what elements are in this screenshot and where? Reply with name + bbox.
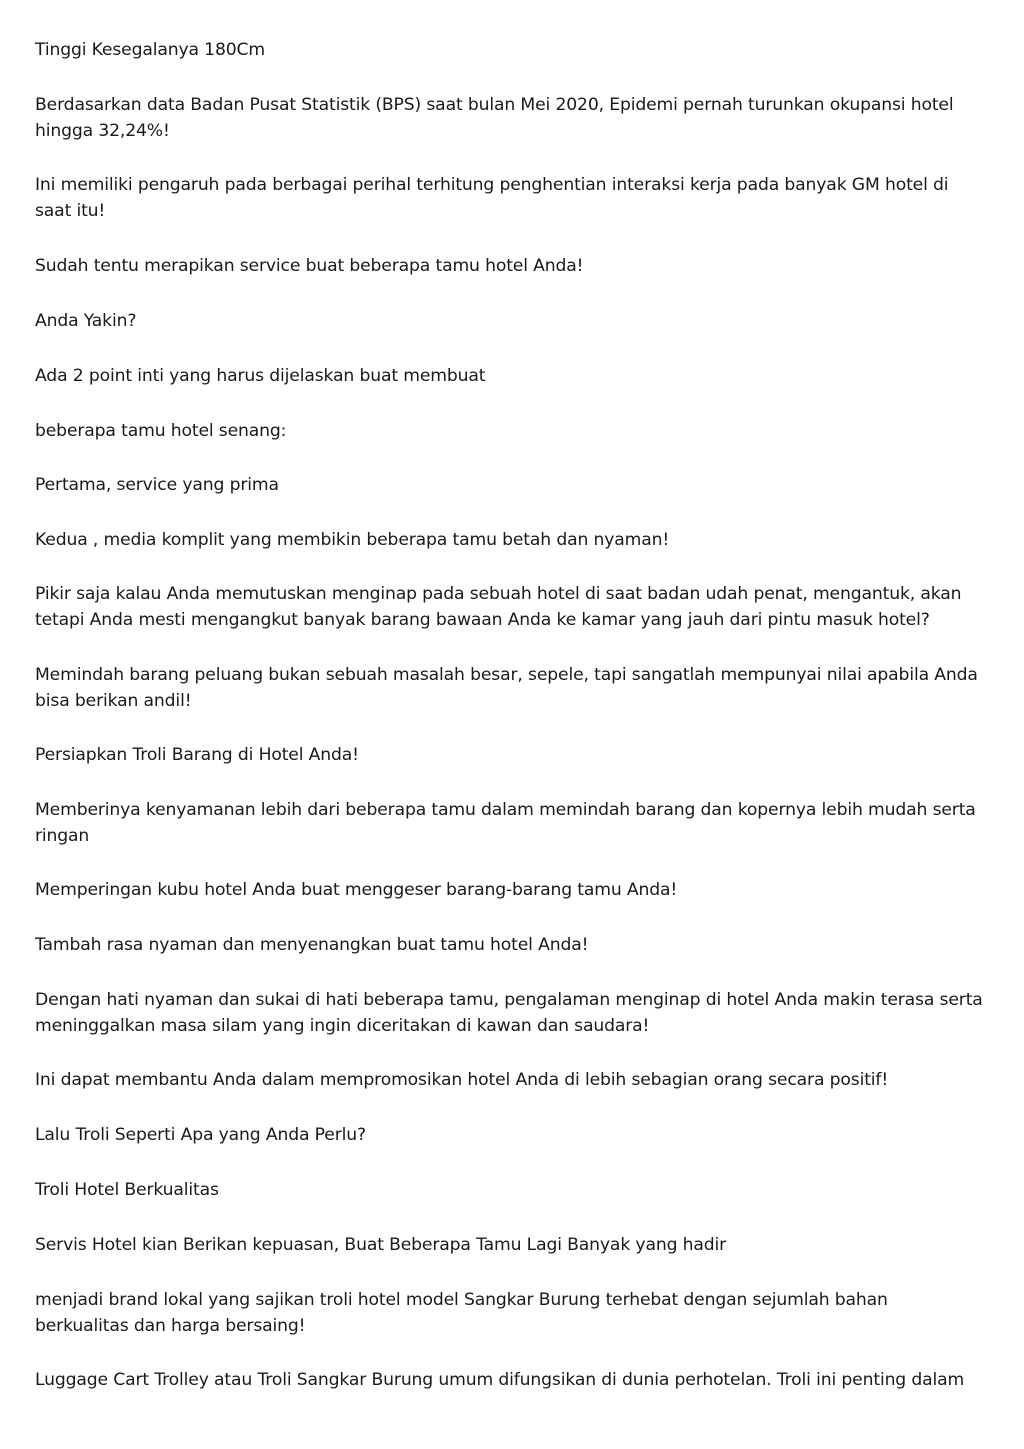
paragraph: Berdasarkan data Badan Pusat Statistik (BPS) saat bulan Mei 2020, Epidemi pernah turunkan okupansi hotel hingga 32,24%!	[35, 95, 954, 141]
paragraph: Luggage Cart Trolley atau Troli Sangkar Burung umum difungsikan di dunia perhotelan. Troli ini penting dalam	[35, 1370, 965, 1390]
paragraph: Memperingan kubu hotel Anda buat menggeser barang-barang tamu Anda!	[35, 880, 678, 900]
paragraph: Troli Hotel Berkualitas	[35, 1180, 219, 1200]
paragraph: Tinggi Kesegalanya 180Cm	[35, 40, 265, 60]
paragraph: menjadi brand lokal yang sajikan troli hotel model Sangkar Burung terhebat dengan sejumlah bahan berkualitas dan harga bersaing!	[35, 1290, 888, 1336]
paragraph: Sudah tentu merapikan service buat beberapa tamu hotel Anda!	[35, 256, 584, 276]
paragraph: Persiapkan Troli Barang di Hotel Anda!	[35, 745, 359, 765]
paragraph: Lalu Troli Seperti Apa yang Anda Perlu?	[35, 1125, 366, 1145]
paragraph: Ini memiliki pengaruh pada berbagai perihal terhitung penghentian interaksi kerja pada banyak GM hotel di saat itu!	[35, 175, 949, 221]
paragraph: Pertama, service yang prima	[35, 475, 279, 495]
paragraph: Pikir saja kalau Anda memutuskan menginap pada sebuah hotel di saat badan udah penat, mengantuk, akan tetapi Anda mesti mengangkut banyak barang bawaan Anda ke kamar yang jauh dari pintu masuk hotel?	[35, 584, 962, 630]
paragraph: Memindah barang peluang bukan sebuah masalah besar, sepele, tapi sangatlah mempunyai nilai apabila Anda bisa berikan andil!	[35, 665, 978, 711]
paragraph: Ada 2 point inti yang harus dijelaskan buat membuat	[35, 366, 486, 386]
paragraph: beberapa tamu hotel senang:	[35, 421, 287, 441]
paragraph: Anda Yakin?	[35, 311, 137, 331]
paragraph: Tambah rasa nyaman dan menyenangkan buat tamu hotel Anda!	[35, 935, 589, 955]
paragraph: Dengan hati nyaman dan sukai di hati beberapa tamu, pengalaman menginap di hotel Anda makin terasa serta meninggalkan masa silam yang ingin diceritakan di kawan dan saudara!	[35, 990, 983, 1036]
paragraph: Memberinya kenyamanan lebih dari beberapa tamu dalam memindah barang dan kopernya lebih mudah serta ringan	[35, 800, 976, 846]
paragraph: Servis Hotel kian Berikan kepuasan, Buat Beberapa Tamu Lagi Banyak yang hadir	[35, 1235, 727, 1255]
paragraph: Ini dapat membantu Anda dalam mempromosikan hotel Anda di lebih sebagian orang secara positif!	[35, 1070, 889, 1090]
paragraph: Kedua , media komplit yang membikin beberapa tamu betah dan nyaman!	[35, 530, 670, 550]
